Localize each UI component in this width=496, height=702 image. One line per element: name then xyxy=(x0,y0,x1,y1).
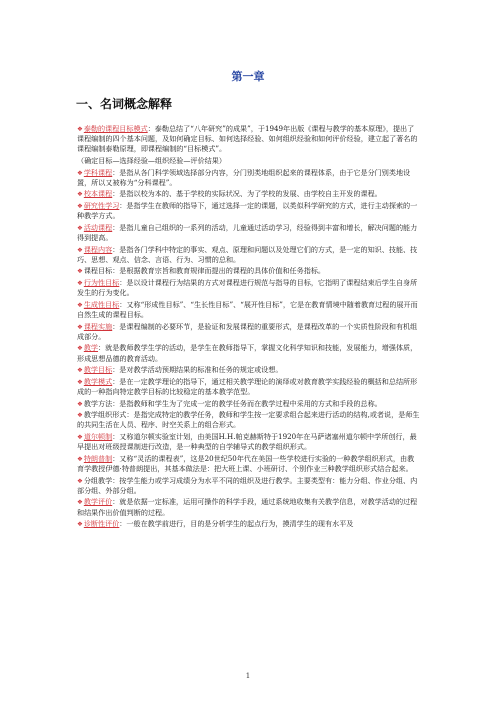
diamond-bullet-icon: ❖ xyxy=(77,520,83,529)
definition-entry xyxy=(77,410,421,430)
diamond-bullet-icon: ❖ xyxy=(77,498,83,507)
definition-text: ：就是依据一定标准，运用可操作的科学手段，通过系统地收集有关教学信息，对教学活动的过程和结果作出价值判断的过程。 xyxy=(77,497,418,517)
diamond-bullet-icon: ❖ xyxy=(77,399,83,408)
definition-text: ：是指学生在教师的指导下，通过选择一定的课题，以类似科学研究的方式，进行主动探索的一种教学方式。 xyxy=(77,200,418,221)
definition-term: 课程实施 xyxy=(83,321,113,331)
diamond-bullet-icon: ❖ xyxy=(77,366,83,375)
diamond-bullet-icon: ❖ xyxy=(77,377,83,386)
definition-term: 校本课程 xyxy=(83,189,113,199)
definition-entry xyxy=(77,322,421,342)
definition-term: 特朗普制 xyxy=(83,453,113,463)
definition-entry xyxy=(77,343,421,363)
definition-term: 生成性目标 xyxy=(83,299,120,309)
diamond-bullet-icon: ❖ xyxy=(77,432,83,441)
diamond-bullet-icon: ❖ xyxy=(77,454,83,463)
definition-term: 教学评价 xyxy=(83,497,113,507)
definition-entry xyxy=(77,168,421,188)
definition-text: ：是指各门学科中特定的事实、观点、原理和问题以及处理它们的方式，是一定的知识、技能、技巧、思想、观点、信念、言语、行为、习惯的总和。 xyxy=(77,244,418,264)
definition-text: ：泰勒总结了“八年研究”的成果”，于1949年出版《课程与教学的基本原理》，提出了课程编制的四个基本问题，及如何确定目标、如何选择经验、如何组织经验和如何评价经验，建立起了著名的课程编制泰勒原理，即课程编制的“目标模式”。 xyxy=(77,124,418,154)
definition-text: ：是指以校为本的、基于学校的实际状况、为了学校的发展、由学校自主开发的课程。 xyxy=(112,189,382,199)
definition-term: 学科课程 xyxy=(83,167,113,177)
chapter-title: 第一章 xyxy=(231,70,265,83)
section-title: 一、名词概念解释 xyxy=(76,97,173,111)
definition-term: 研究性学习 xyxy=(83,200,120,210)
definition-term: 泰勒的课程目标模式 xyxy=(83,124,148,133)
definition-text: ：是根据教育宗旨和教育规律而提出的课程的具体价值和任务指标。 xyxy=(112,266,326,276)
diamond-bullet-icon: ❖ xyxy=(77,411,83,420)
diamond-bullet-icon: ❖ xyxy=(77,245,83,254)
definition-text: ：是在一定教学理论的指导下，通过相关教学理论的演绎或对教育教学实践经验的概括和总结所形成的一种指向特定教学目标的比较稳定的基本教学范型。 xyxy=(77,376,418,396)
definition-entry xyxy=(77,476,421,496)
definition-entry xyxy=(77,245,421,265)
definition-entry xyxy=(77,124,421,155)
definition-term: 课程目标 xyxy=(83,266,113,276)
definition-text: ：是指完成特定的教学任务，教师和学生按一定要求组合起来进行活动的结构,或者说，是师生的共同生活在人员、程序、时空关系上的组合形式。 xyxy=(77,410,420,430)
definition-term: 教学目标 xyxy=(83,365,113,375)
diamond-bullet-icon: ❖ xyxy=(77,201,83,210)
definition-text: ：就是教师教学生学的活动，是学生在教师指导下，掌握文化科学知识和技能，发展能力，增强体质，形成思想品德的教育活动。 xyxy=(77,343,418,363)
diamond-bullet-icon: ❖ xyxy=(77,476,83,485)
definition-term: 道尔顿制 xyxy=(83,431,113,441)
definition-entry xyxy=(77,454,421,474)
definition-term: 教学组织形式 xyxy=(83,410,127,420)
definition-term: 教学模式 xyxy=(83,376,113,386)
diamond-bullet-icon: ❖ xyxy=(77,125,83,133)
diamond-bullet-icon: ❖ xyxy=(77,322,83,331)
definition-entry xyxy=(77,497,421,517)
definition-text: ：是以设计课程行为结果的方式对课程进行规范与指导的目标，它指明了课程结束后学生自身所发生的行为变化。 xyxy=(77,277,418,298)
page-number: 1 xyxy=(245,672,251,680)
definition-note: （确定目标—选择经验—组织经验—评价结果） xyxy=(77,156,226,165)
definition-list xyxy=(77,124,421,531)
definition-text: ：一般在教学前进行，目的是分析学生的起点行为，摸清学生的现有水平及 xyxy=(119,519,354,529)
definition-text: ：是指教师和学生为了完成一定的教学任务而在教学过程中采用的方式和手段的总称。 xyxy=(112,398,382,408)
definition-entry xyxy=(77,201,421,221)
definition-term: 诊断性评价 xyxy=(83,519,120,529)
definition-entry xyxy=(77,300,421,320)
definition-term: 教学 xyxy=(83,343,99,353)
definition-text: ：按学生能力或学习成绩分为水平不同的组织及进行教学。主要类型有：能力分组、作业分组、内部分组、外部分组。 xyxy=(77,475,418,495)
diamond-bullet-icon: ❖ xyxy=(77,190,83,199)
definition-text: ：是指儿童自己组织的一系列的活动，儿童通过活动学习，经验得到丰富和增长，解决问题的能力得到提高。 xyxy=(77,222,418,242)
diamond-bullet-icon: ❖ xyxy=(77,267,83,276)
definition-entry xyxy=(77,266,421,276)
diamond-bullet-icon: ❖ xyxy=(77,278,83,287)
definition-term: 课程内容 xyxy=(83,244,113,254)
definition-entry xyxy=(77,189,421,199)
definition-text: ：又称“灵活的课程表”，这是20世纪50年代在美国一些学校进行实验的一种教学组织形式，由教育学教授伊德·特普朗提出，其基本做法是：把大班上课、小班研讨、个别作业三种教学组织形式结合起来。 xyxy=(77,453,415,473)
definition-entry xyxy=(77,278,421,298)
definition-text: ：是对教学活动预期结果的标准和任务的规定或设想。 xyxy=(112,365,283,375)
definition-entry xyxy=(77,377,421,397)
diamond-bullet-icon: ❖ xyxy=(77,168,83,177)
diamond-bullet-icon: ❖ xyxy=(77,223,83,232)
definition-entry xyxy=(77,365,421,375)
definition-text: ：是指从各门科学领域选择部分内容，分门别类地组织起来的课程体系，由于它是分门别类地设置，所以又被称为“分科课程”。 xyxy=(77,167,411,187)
definition-term: 分组教学 xyxy=(83,475,113,485)
definition-entry xyxy=(77,223,421,243)
definition-text: ：又称“形成性目标”、“生长性目标”、“展开性目标”，它是在教育情境中随着教育过程的展开而自然生成的课程目标。 xyxy=(77,299,418,319)
definition-term: 行为性目标 xyxy=(83,277,120,287)
definition-term: 活动课程 xyxy=(83,222,113,232)
definition-entry xyxy=(77,519,421,529)
definition-entry xyxy=(77,432,421,452)
definition-term: 教学方法 xyxy=(83,398,113,408)
definition-text: ：是课程编制的必要环节，是验证和发展课程的重要形式，是课程改革的一个实质性阶段和有机组成部分。 xyxy=(77,321,418,341)
definition-text: ：又称道尔顿实验室计划，由美国H.H.帕克赫斯特于1920年在马萨诸塞州道尔顿中学所创行，最早提出对班级授课制进行改造，是一种典型的自学辅导式的教学组织形式。 xyxy=(77,431,417,452)
diamond-bullet-icon: ❖ xyxy=(77,300,83,309)
definition-entry xyxy=(77,399,421,409)
diamond-bullet-icon: ❖ xyxy=(77,344,83,353)
